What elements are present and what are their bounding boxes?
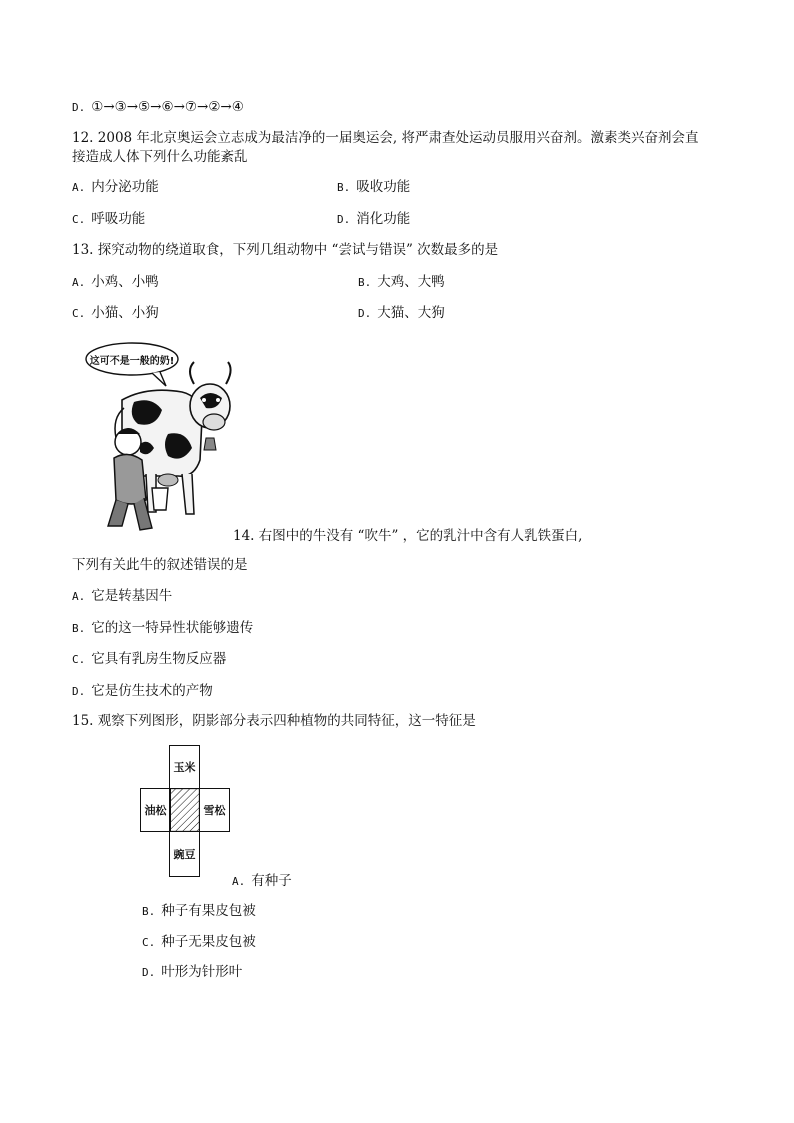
q14-stem-line1: 14. 右图中的牛没有 “吹牛” ，它的乳汁中含有人乳铁蛋白, [233,528,583,544]
option-letter: C. [72,213,86,226]
option-text: 有种子 [251,873,292,889]
option-letter: B. [142,905,156,918]
diagram-cell-bottom: 豌豆 [169,831,200,877]
option-letter: C. [142,936,156,949]
q13-option-b [358,273,445,292]
option-text: 呼吸功能 [91,211,146,227]
option-text: ①→③→⑤→⑥→⑦→②→④ [91,99,244,115]
option-text: 它是转基因牛 [91,588,173,604]
option-text: 它是仿生技术的产物 [91,683,213,699]
q15-stem: 15. 观察下列图形，阴影部分表示四种植物的共同特征，这一特征是 [72,713,476,729]
q15-option-c [142,933,256,952]
q12-option-c [72,210,145,229]
option-letter: D. [72,685,86,698]
q13-option-c [72,304,159,323]
option-letter: D. [337,213,351,226]
q14-option-a [72,587,172,606]
plant-cross-diagram [140,745,230,877]
q12-option-a [72,178,159,197]
option-letter: B. [337,181,351,194]
q12-option-b [337,178,410,197]
option-letter: A. [72,276,86,289]
option-text: 大鸡、大鸭 [377,274,445,290]
q15-option-a [232,872,292,891]
option-letter: B. [72,622,86,635]
option-text: 大猫、大狗 [377,305,445,321]
q14-option-b [72,619,253,638]
q15-option-b [142,902,256,921]
speech-bubble-text: 这可不是一般的奶! [89,356,175,367]
diagram-shaded-center [169,788,200,832]
option-letter: A. [72,590,86,603]
option-letter: D. [142,966,156,979]
option-letter: C. [72,653,86,666]
option-letter: A. [232,875,246,888]
q14-option-c [72,650,226,669]
option-text: 种子无果皮包被 [161,934,256,950]
q14-option-d [72,682,213,701]
q12-option-d [337,210,410,229]
option-text: 内分泌功能 [91,179,159,195]
option-text: 小猫、小狗 [91,305,159,321]
option-letter: D. [72,101,86,114]
option-text: 小鸡、小鸭 [91,274,159,290]
option-text: 消化功能 [356,211,411,227]
option-letter: B. [358,276,372,289]
option-letter: D. [358,307,372,320]
option-text: 它具有乳房生物反应器 [91,651,227,667]
option-text: 它的这一特异性状能够遗传 [91,620,254,636]
option-letter: C. [72,307,86,320]
q11-option-d [72,98,244,117]
q13-stem: 13. 探究动物的绕道取食，下列几组动物中 “尝试与错误” 次数最多的是 [72,242,499,258]
cow-cartoon-figure [82,338,242,538]
diagram-cell-left: 油松 [140,788,171,832]
q14-stem-line2: 下列有关此牛的叙述错误的是 [72,557,248,573]
option-text: 种子有果皮包被 [161,903,256,919]
cow-illustration [82,338,242,538]
q12-stem-line2: 接造成人体下列什么功能紊乱 [72,149,248,165]
option-letter: A. [72,181,86,194]
q15-option-d [142,963,242,982]
option-text: 吸收功能 [356,179,411,195]
q13-option-a [72,273,159,292]
q12-stem-line1: 12. 2008 年北京奥运会立志成为最洁净的一届奥运会, 将严肃查处运动员服用兴奋剂。激素类兴奋剂会直 [72,130,699,146]
option-text: 叶形为针形叶 [161,964,243,980]
diagram-cell-top: 玉米 [169,745,200,789]
q13-option-d [358,304,445,323]
diagram-cell-right: 雪松 [199,788,230,832]
